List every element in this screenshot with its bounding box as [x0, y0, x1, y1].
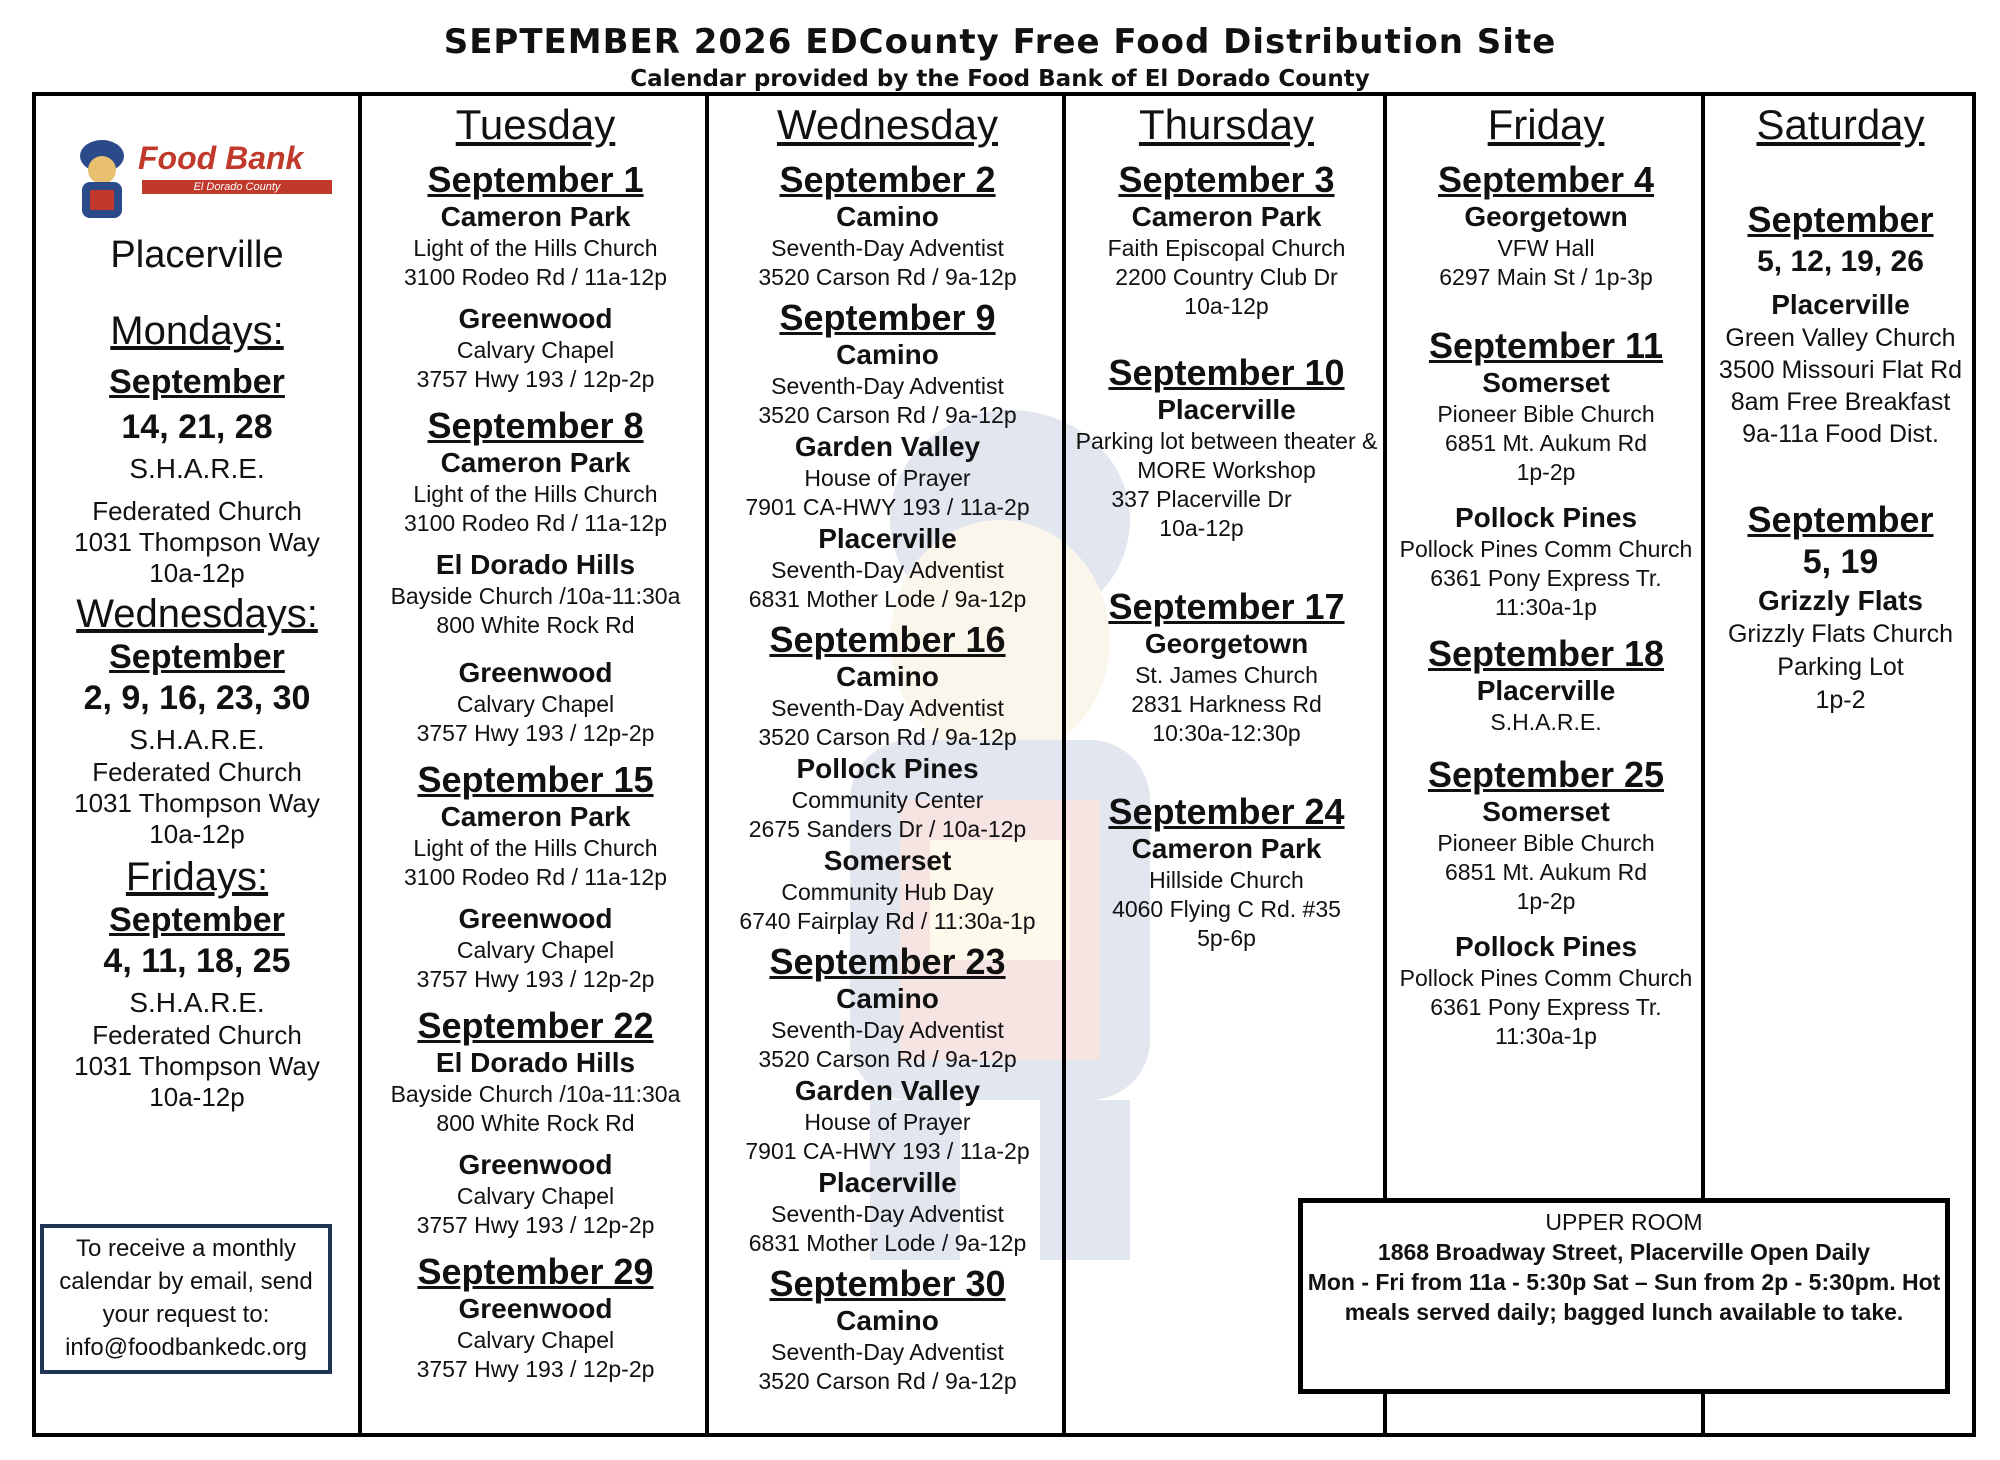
- site-line: 1p-2: [1815, 686, 1866, 714]
- site-line: 800 White Rock Rd: [436, 1110, 635, 1136]
- site-name: Greenwood: [458, 903, 613, 934]
- site-name: Pollock Pines: [1454, 931, 1638, 962]
- site-line: 2831 Harkness Rd: [1131, 691, 1322, 717]
- site-name: Cameron Park: [440, 801, 631, 832]
- site-line: Hillside Church: [1149, 867, 1304, 893]
- date-heading: September 9: [779, 297, 996, 338]
- site-line: Faith Episcopal Church: [1107, 235, 1346, 261]
- site-line: Seventh-Day Adventist: [771, 235, 1004, 261]
- site-line: Seventh-Day Adventist: [771, 373, 1004, 399]
- friday-heading: Friday: [1487, 101, 1605, 148]
- date-days: 5, 12, 19, 26: [1757, 245, 1924, 278]
- site-line: Green Valley Church: [1725, 324, 1956, 352]
- tuesday-heading: Tuesday: [455, 101, 616, 148]
- mondays-heading: Mondays:: [110, 309, 284, 353]
- site-line: Parking lot between theater &: [1075, 428, 1378, 454]
- site-line: 5p-6p: [1197, 925, 1256, 951]
- fridays-month: September: [109, 901, 285, 939]
- site-line: 3520 Carson Rd / 9a-12p: [758, 724, 1017, 750]
- site-line: 6851 Mt. Aukum Rd: [1445, 430, 1647, 456]
- site-line: Bayside Church /10a-11:30a: [390, 583, 681, 609]
- date-heading: September 30: [769, 1263, 1006, 1304]
- date-heading: September 17: [1108, 586, 1345, 627]
- site-line: Light of the Hills Church: [413, 835, 658, 861]
- wednesdays-org: S.H.A.R.E.: [129, 724, 265, 755]
- site-line: Light of the Hills Church: [413, 235, 658, 261]
- site-name: Greenwood: [458, 1293, 613, 1324]
- date-heading: September: [1747, 499, 1934, 540]
- site-name: Greenwood: [458, 303, 613, 334]
- site-name: Pollock Pines: [796, 753, 979, 784]
- site-line: Seventh-Day Adventist: [771, 1339, 1004, 1365]
- tuesday-column: [358, 92, 709, 1437]
- site-line: Calvary Chapel: [456, 691, 615, 717]
- site-line: 3520 Carson Rd / 9a-12p: [758, 402, 1017, 428]
- wednesdays-heading: Wednesdays:: [76, 592, 318, 636]
- site-name: Placerville: [1476, 675, 1616, 706]
- site-line: 3757 Hwy 193 / 12p-2p: [416, 366, 655, 392]
- site-line: 337 Placerville Dr: [1111, 486, 1292, 512]
- email-line: To receive a monthly: [75, 1235, 297, 1262]
- mondays-line: 10a-12p: [149, 558, 245, 588]
- email-address-link[interactable]: info@foodbankedc.org: [65, 1334, 307, 1361]
- site-line: Calvary Chapel: [456, 337, 615, 363]
- site-name: Cameron Park: [1131, 201, 1322, 232]
- site-line: Calvary Chapel: [456, 1327, 615, 1353]
- upper-room-title: UPPER ROOM: [1545, 1209, 1703, 1235]
- site-line: 4060 Flying C Rd. #35: [1112, 896, 1341, 922]
- site-name: Greenwood: [458, 657, 613, 688]
- site-line: 8am Free Breakfast: [1730, 388, 1951, 416]
- site-name: Cameron Park: [1131, 833, 1322, 864]
- site-line: Pollock Pines Comm Church: [1399, 965, 1693, 991]
- thursday-heading: Thursday: [1138, 101, 1315, 148]
- mascot-logo-icon: [62, 138, 142, 224]
- site-line: 3100 Rodeo Rd / 11a-12p: [404, 264, 667, 290]
- site-name: Placerville: [1157, 394, 1296, 425]
- site-name: Grizzly Flats: [1758, 585, 1923, 616]
- mondays-month: September: [109, 363, 285, 401]
- site-line: Parking Lot: [1777, 653, 1904, 681]
- page-title: SEPTEMBER 2026 EDCounty Free Food Distribution Site: [443, 22, 1557, 62]
- site-line: 3500 Missouri Flat Rd: [1718, 356, 1963, 384]
- site-line: 2675 Sanders Dr / 10a-12p: [748, 816, 1027, 842]
- site-name: Pollock Pines: [1454, 502, 1638, 533]
- fridays-line: Federated Church: [92, 1020, 302, 1050]
- wednesdays-line: Federated Church: [92, 757, 302, 787]
- site-name: El Dorado Hills: [435, 1047, 636, 1078]
- email-request-box: [40, 1224, 332, 1374]
- site-line: Grizzly Flats Church: [1727, 620, 1954, 648]
- site-line: 3757 Hwy 193 / 12p-2p: [416, 1356, 655, 1382]
- site-name: Camino: [836, 1305, 939, 1336]
- wednesday-heading: Wednesday: [776, 101, 999, 148]
- site-line: 6361 Pony Express Tr.: [1430, 994, 1662, 1020]
- food-bank-logo: [62, 138, 332, 224]
- site-line: Bayside Church /10a-11:30a: [390, 1081, 681, 1107]
- site-line: Pioneer Bible Church: [1437, 830, 1655, 856]
- date-heading: September 10: [1108, 352, 1345, 393]
- site-line: Seventh-Day Adventist: [771, 1017, 1004, 1043]
- upper-room-address: 1868 Broadway Street, Placerville Open Daily: [1377, 1239, 1871, 1265]
- mondays-org: S.H.A.R.E.: [129, 453, 265, 484]
- site-name: Placerville: [818, 523, 957, 554]
- logo-subtitle: El Dorado County: [142, 180, 332, 194]
- fridays-line: 1031 Thompson Way: [74, 1051, 320, 1081]
- site-line: 800 White Rock Rd: [436, 612, 635, 638]
- site-line: 3757 Hwy 193 / 12p-2p: [416, 720, 655, 746]
- page-subtitle: Calendar provided by the Food Bank of El Dorado County: [630, 66, 1370, 92]
- site-name: Camino: [836, 339, 939, 370]
- upper-room-hours: Mon - Fri from 11a - 5:30p Sat – Sun from 2p - 5:30pm. Hot: [1307, 1269, 1941, 1295]
- wednesdays-days: 2, 9, 16, 23, 30: [83, 679, 311, 717]
- date-heading: September 2: [779, 159, 996, 200]
- site-line: Calvary Chapel: [456, 937, 615, 963]
- site-name: El Dorado Hills: [435, 549, 636, 580]
- site-line: 2200 Country Club Dr: [1115, 264, 1338, 290]
- site-line: 7901 CA-HWY 193 / 11a-2p: [745, 1138, 1030, 1164]
- site-line: 3520 Carson Rd / 9a-12p: [758, 1368, 1017, 1394]
- summary-city: Placerville: [110, 234, 284, 276]
- site-line: MORE Workshop: [1137, 457, 1316, 483]
- email-line: your request to:: [102, 1301, 270, 1328]
- site-line: St. James Church: [1135, 662, 1318, 688]
- site-name: Camino: [836, 201, 939, 232]
- date-heading: September 25: [1427, 754, 1665, 795]
- site-name: Garden Valley: [794, 431, 981, 462]
- date-heading: September 8: [427, 405, 644, 446]
- site-line: 11:30a-1p: [1495, 1023, 1597, 1049]
- site-line: Pioneer Bible Church: [1437, 401, 1655, 427]
- email-line: calendar by email, send: [59, 1268, 313, 1295]
- date-heading: September 3: [1118, 159, 1335, 200]
- date-heading: September 15: [417, 759, 654, 800]
- site-line: 6831 Mother Lode / 9a-12p: [748, 586, 1027, 612]
- site-name: Georgetown: [1144, 628, 1309, 659]
- site-name: Somerset: [823, 845, 952, 876]
- site-line: 9a-11a Food Dist.: [1742, 420, 1939, 448]
- date-heading: September 23: [769, 941, 1006, 982]
- site-line: Pollock Pines Comm Church: [1399, 536, 1693, 562]
- date-days: 5, 19: [1802, 543, 1879, 581]
- date-heading: September 18: [1427, 633, 1665, 674]
- site-line: 6851 Mt. Aukum Rd: [1445, 859, 1647, 885]
- site-line: 11:30a-1p: [1495, 594, 1597, 620]
- upper-room-box: [1298, 1198, 1950, 1394]
- fridays-days: 4, 11, 18, 25: [103, 942, 291, 980]
- site-line: 1p-2p: [1516, 459, 1576, 485]
- site-line: 7901 CA-HWY 193 / 11a-2p: [745, 494, 1030, 520]
- date-heading: September 16: [769, 619, 1006, 660]
- site-line: Seventh-Day Adventist: [771, 1201, 1004, 1227]
- mondays-line: 1031 Thompson Way: [74, 527, 320, 557]
- date-heading: September 22: [417, 1005, 654, 1046]
- site-line: House of Prayer: [804, 465, 971, 491]
- date-heading: September 1: [427, 159, 644, 200]
- site-line: 10a-12p: [1159, 515, 1244, 541]
- site-line: 3520 Carson Rd / 9a-12p: [758, 264, 1017, 290]
- date-heading: September: [1747, 199, 1934, 240]
- wednesdays-line: 10a-12p: [149, 819, 245, 849]
- site-name: Cameron Park: [440, 447, 631, 478]
- site-name: Cameron Park: [440, 201, 631, 232]
- site-line: 6297 Main St / 1p-3p: [1439, 264, 1653, 290]
- site-line: Calvary Chapel: [456, 1183, 615, 1209]
- site-line: Light of the Hills Church: [413, 481, 658, 507]
- fridays-org: S.H.A.R.E.: [129, 987, 265, 1018]
- site-name: Greenwood: [458, 1149, 613, 1180]
- site-line: VFW Hall: [1497, 235, 1595, 261]
- mondays-days: 14, 21, 28: [121, 408, 273, 446]
- date-heading: September 29: [417, 1251, 654, 1292]
- site-line: 6740 Fairplay Rd / 11:30a-1p: [739, 908, 1036, 934]
- site-line: S.H.A.R.E.: [1490, 709, 1602, 735]
- wednesdays-month: September: [109, 638, 285, 676]
- fridays-heading: Fridays:: [125, 855, 269, 899]
- logo-title: Food Bank: [138, 140, 304, 176]
- upper-room-meals: meals served daily; bagged lunch available to take.: [1344, 1299, 1904, 1325]
- site-line: Seventh-Day Adventist: [771, 557, 1004, 583]
- site-line: 3100 Rodeo Rd / 11a-12p: [404, 510, 667, 536]
- site-name: Georgetown: [1464, 201, 1628, 232]
- wednesdays-line: 1031 Thompson Way: [74, 788, 320, 818]
- site-name: Placerville: [1771, 289, 1910, 320]
- date-heading: September 11: [1428, 325, 1664, 366]
- site-name: Camino: [836, 661, 939, 692]
- site-name: Camino: [836, 983, 939, 1014]
- site-line: 1p-2p: [1516, 888, 1576, 914]
- site-name: Somerset: [1482, 367, 1610, 398]
- site-name: Somerset: [1482, 796, 1610, 827]
- site-line: Community Hub Day: [781, 879, 994, 905]
- site-line: Seventh-Day Adventist: [771, 695, 1004, 721]
- mondays-line: Federated Church: [92, 496, 302, 526]
- site-line: 6831 Mother Lode / 9a-12p: [748, 1230, 1027, 1256]
- site-line: Community Center: [791, 787, 984, 813]
- site-line: House of Prayer: [804, 1109, 971, 1135]
- site-name: Garden Valley: [794, 1075, 981, 1106]
- wednesday-column: [705, 92, 1066, 1437]
- saturday-heading: Saturday: [1756, 101, 1925, 148]
- site-line: 3520 Carson Rd / 9a-12p: [758, 1046, 1017, 1072]
- date-heading: September 24: [1108, 791, 1345, 832]
- fridays-line: 10a-12p: [149, 1082, 245, 1112]
- site-line: 6361 Pony Express Tr.: [1430, 565, 1662, 591]
- date-heading: September 4: [1437, 159, 1655, 200]
- site-line: 3100 Rodeo Rd / 11a-12p: [404, 864, 667, 890]
- site-line: 3757 Hwy 193 / 12p-2p: [416, 1212, 655, 1238]
- site-line: 10a-12p: [1184, 293, 1269, 319]
- site-line: 3757 Hwy 193 / 12p-2p: [416, 966, 655, 992]
- site-line: 10:30a-12:30p: [1152, 720, 1301, 746]
- site-name: Placerville: [818, 1167, 957, 1198]
